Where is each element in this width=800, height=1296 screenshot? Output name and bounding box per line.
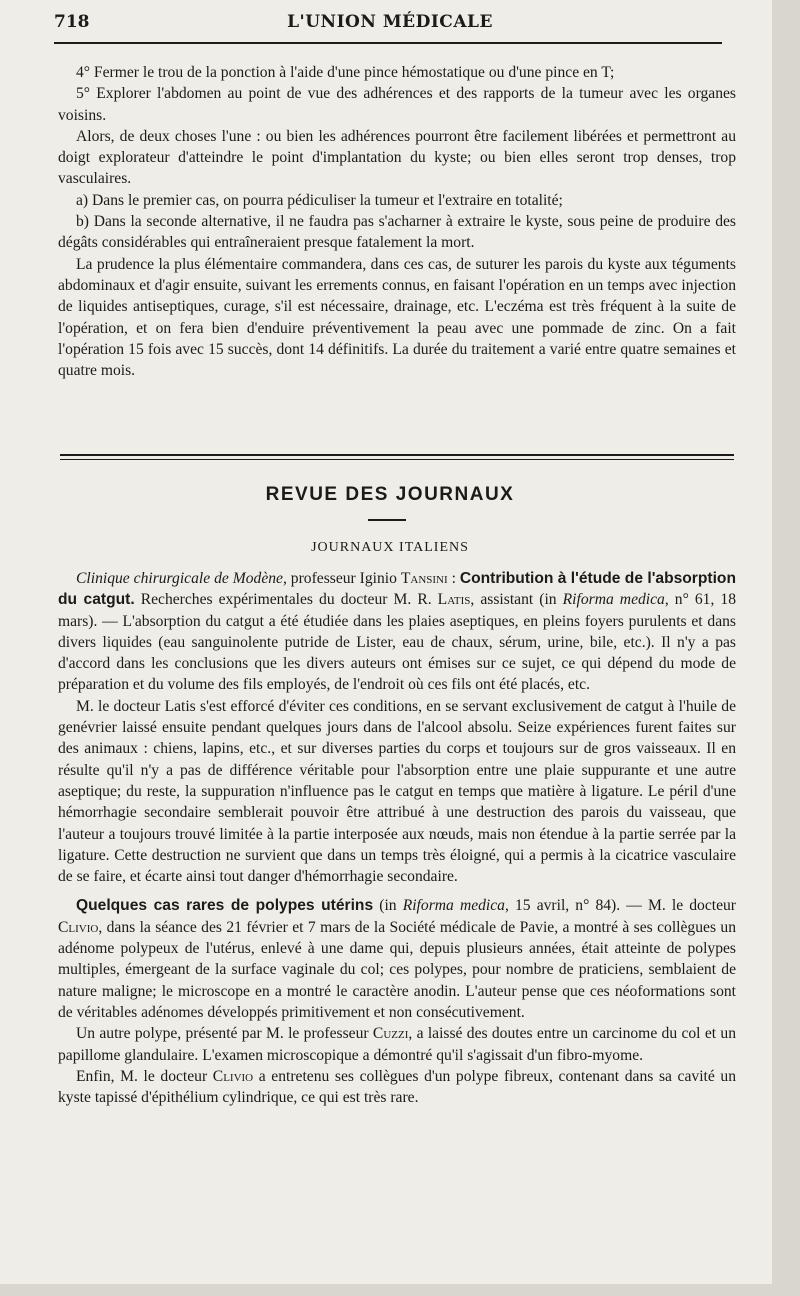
section-title: REVUE DES JOURNAUX bbox=[265, 484, 515, 505]
paragraph-case-a: a) Dans le premier cas, on pourra pédiculiser la tumeur et l'extraire en totalité; bbox=[76, 191, 563, 209]
section-title-rule bbox=[368, 519, 406, 521]
section-separator bbox=[60, 454, 734, 460]
text-run: Enfin, M. le docteur bbox=[76, 1067, 213, 1085]
article-polypes-intro bbox=[58, 895, 736, 1023]
article-title: Contribution à l'étude de l'absorption du catgut. bbox=[58, 570, 736, 609]
article-polypes-second bbox=[58, 1023, 736, 1066]
article-catgut-intro bbox=[58, 568, 736, 696]
text-run: Recherches expérimentales du docteur M. R. bbox=[134, 591, 438, 609]
author-name: Clivio bbox=[212, 1067, 254, 1085]
spacer bbox=[58, 887, 736, 895]
journals-text-block bbox=[58, 568, 736, 1108]
text-run: (in bbox=[373, 897, 403, 915]
journal-title: L'UNION MÉDICALE bbox=[287, 12, 493, 32]
text-run: Un autre polype, présenté par M. le professeur bbox=[76, 1025, 373, 1043]
paragraph-case-b: b) Dans la seconde alternative, il ne faudra pas s'acharner à extraire le kyste, sous peine de produire des dégâts considérables qui entraîneraient presque fatalement la mort. bbox=[58, 213, 736, 252]
text-run: a entretenu ses collègues d'un polype fibreux, contenant dans sa cavité un kyste tapissé d'épithélium cylindrique, ce qui est très rare. bbox=[58, 1067, 736, 1107]
article-title: Quelques cas rares de polypes utérins bbox=[76, 897, 374, 915]
paragraph-alors: Alors, de deux choses l'une : ou bien les adhérences pourront être facilement libérées et permettront au doigt explorateur d'atteindre le point d'implantation du kyste; ou bien elles seront trop denses, trop vasculaires. bbox=[58, 127, 736, 188]
journal-name: Riforma medica bbox=[402, 897, 505, 915]
article-polypes-third bbox=[58, 1066, 736, 1109]
paragraph-prudence: La prudence la plus élémentaire commandera, dans ces cas, de suturer les parois du kyste aux téguments abdominaux et d'agir ensuite, suivant les errements connus, en faisant l'opération en un temps avec injection de liquides antiseptiques, curage, s'il est nécessaire, drainage, etc. L'eczéma est très fréquent à la suite de l'opération, et on fera bien d'enduire préventivement la peau avec une pommade de zinc. On a fait l'opération 15 fois avec 15 succès, dont 14 définitifs. La durée du traitement a varié entre quatre semaines et quatre mois. bbox=[58, 255, 736, 380]
text-run: , 15 avril, n° 84). — M. le docteur bbox=[504, 897, 736, 915]
page-header bbox=[54, 12, 726, 36]
author-name: Latis bbox=[437, 591, 471, 609]
text-run: , n° 61, 18 mars). — L'absorption du catgut a été étudiée dans les plaies aseptiques, en pleins foyers purulents et dans divers liquides (eau sanguinolente putride de Lister, eau de chaux, sérum, urine, bile, etc.). Il n'y a pas d'accord dans les conclusions que les divers auteurs ont émises sur ce sujet, ce qui dépend du mode de préparation et du volume des fils employés, de l'endroit où ces fils ont été placés, etc. bbox=[58, 591, 737, 694]
text-run: , dans la séance des 21 février et 7 mars de la Société médicale de Pavie, a montré à ses collègues un adénome polypeux de l'utérus, enlevé à une dame qui, depuis plusieurs années, était atteinte de polypes multiples, émergeant de la surface vaginale du col; ces polypes, pour nombre de praticiens, semblaient de nature maligne; le microscope en a montré le caractère anodin. L'auteur pense que ces néoformations sont de véritables adénomes développés primitivement et non consécutivement. bbox=[58, 918, 736, 1021]
text-run: : bbox=[447, 570, 460, 587]
author-name: Cuzzi bbox=[372, 1025, 409, 1043]
top-text-block bbox=[58, 62, 736, 381]
paragraph-step-5: 5° Explorer l'abdomen au point de vue des adhérences et des rapports de la tumeur avec les organes voisins. bbox=[58, 85, 736, 124]
paragraph-step-4: 4° Fermer le trou de la ponction à l'aide d'une pince hémostatique ou d'une pince en T; bbox=[76, 64, 615, 81]
author-name: Clivio bbox=[58, 918, 99, 936]
section-subtitle: JOURNAUX ITALIENS bbox=[311, 540, 469, 555]
text-run: professeur Iginio bbox=[286, 570, 401, 587]
journal-name: Riforma medica bbox=[562, 591, 665, 609]
page-number: 718 bbox=[54, 12, 90, 32]
article-source: Clinique chirurgicale de Modène, bbox=[76, 570, 287, 587]
author-name: Tansini bbox=[400, 570, 448, 587]
article-catgut-body: M. le docteur Latis s'est efforcé d'éviter ces conditions, en se servant exclusivement de catgut à l'huile de genévrier laissé ensuite pendant quelques jours dans de l'alcool absolu. Seize expériences furent faites sur des animaux : chiens, lapins, etc., et sur diverses parties du corps et toujours sur de gros vaisseaux. Il en résulte qu'il n'y a pas de différence véritable pour l'absorption entre une plaie suppurante et une autre aseptique; du reste, la suppuration n'influence pas le catgut en temps que matière à ligature. Le péril d'une hémorrhagie secondaire semblerait pouvoir être attribué à une destruction des parois du vaisseau, que l'auteur a toujours trouvé limitée à la partie interposée aux nœuds, mais non étendue à la partie serrée par la ligature. Cette destruction ne survient que dans un temps très éloigné, qui a permis à la cicatrice vasculaire de se faire, et écarte ainsi tout danger d'hémorrhagie secondaire. bbox=[58, 697, 736, 886]
header-rule bbox=[54, 42, 722, 44]
text-run: , a laissé des doutes entre un carcinome du col et un papillome glandulaire. L'examen microscopique a démontré qu'il s'agissait d'un fibro-myome. bbox=[58, 1025, 736, 1064]
text-run: , assistant (in bbox=[470, 591, 563, 609]
